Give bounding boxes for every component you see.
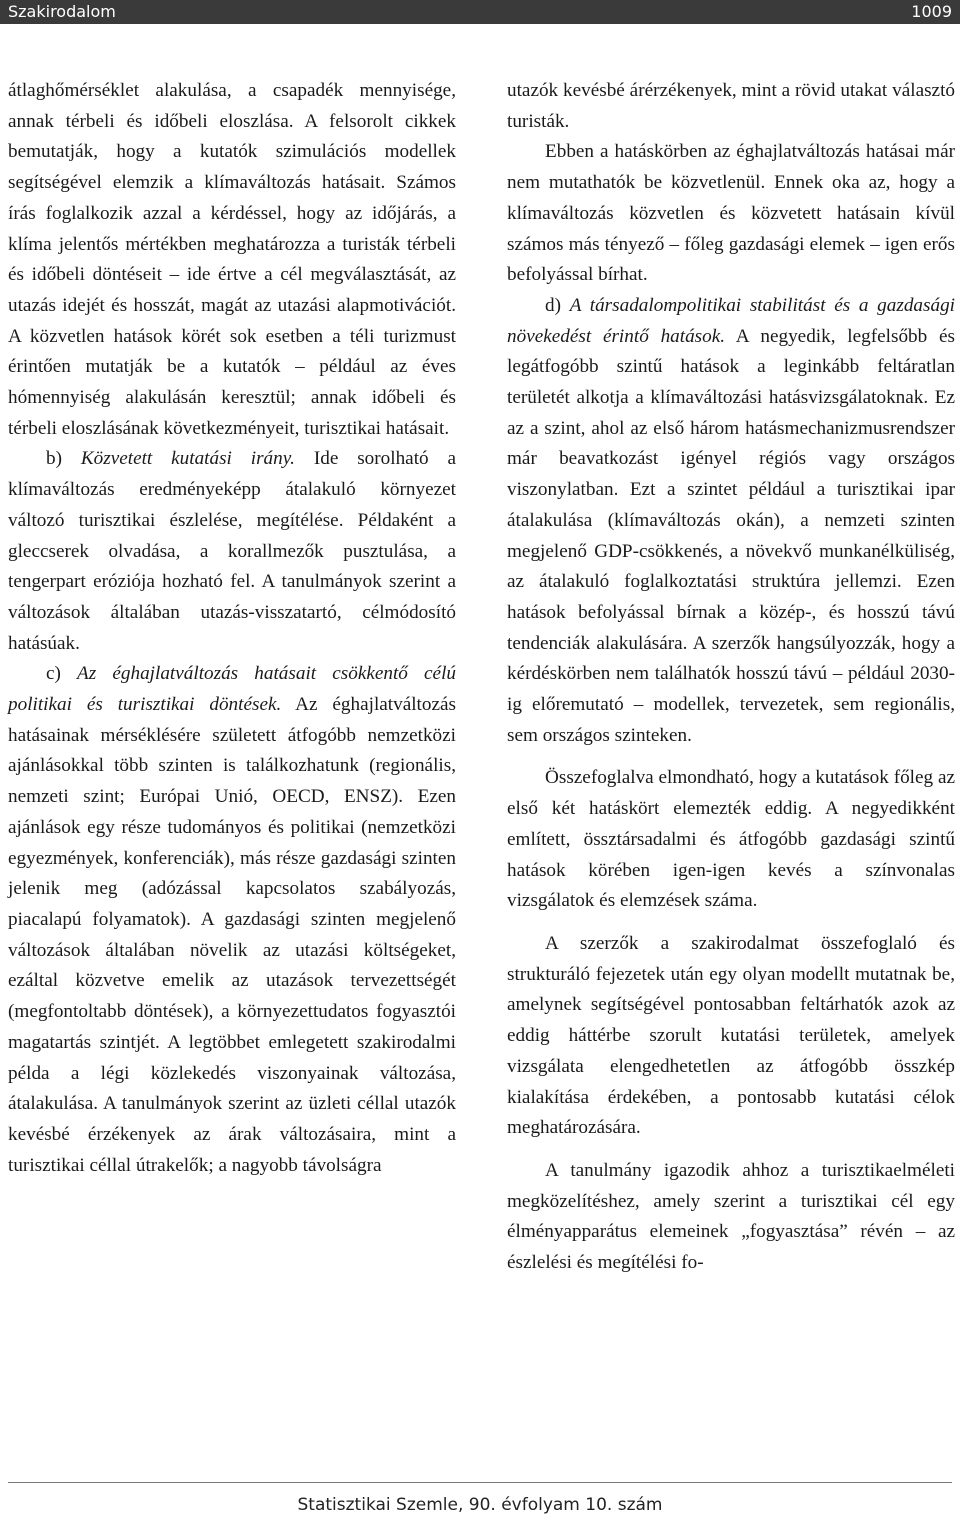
list-label: c) [46,663,61,685]
list-label: b) [46,448,62,470]
subsection-title: A társadalompolitikai stabilitást és a gazdasági növekedést érintő hatások. [507,294,956,347]
left-column [8,76,456,1181]
section-title: Szakirodalom [8,2,116,21]
subsection-title: Az éghajlatváltozás hatásait csökkentő célú politikai és turisztikai döntések. [8,663,456,716]
right-column [507,76,955,1279]
paragraph: utazók kevésbé árérzékenyek, mint a rövid utakat választó turisták. [507,80,955,132]
paragraph: A tanulmány igazodik ahhoz a turisztikaelméleti megközelítéshez, amely szerint a turisztikai cél egy élményapparátus elemeinek „fogyasztása” révén – az észlelési és megítélési fo- [507,1159,955,1274]
paragraph-text: A negyedik, legfelsőbb és legátfogóbb szintű hatások a leginkább feltáratlan területét alkotja a klímaváltozási hatásvizsgálatoknak. Ez az a szint, ahol az első három hatásmechanizmusrendszer már beavatkozást igényel régiós vagy országos viszonylatban. Ezt a szintet például a turisztikai ipar átalakulása (klímaváltozás okán), a nemzeti szinten megjelenő GDP-csökkenés, a növekvő munkanélküliség, az átalakuló foglalkoztatási struktúra jellemzi. Ezen hatások befolyással bírnak a közép-, és hosszú távú tendenciák alakulására. A szerzők hangsúlyozzák, hogy a kérdéskörben nem találhatók hosszú távú – például 2030-ig előremutató – modellek, tervezetek, sem regionális, sem országos szinteken. [507,325,955,746]
paragraph-text: Az éghajlatváltozás hatásainak mérséklésére született átfogóbb nemzetközi ajánlásokkal több szinten is találkozhatunk (regionális, nemzeti szint; Európai Unió, OECD, ENSZ). Ezen ajánlások egy része tudományos és politikai (nemzetközi egyezmények, konferenciák), más része gazdasági szinten jelenik meg (adózással kapcsolatos szabályozás, piacalapú folyamatok). A gazdasági szinten megjelenő változások általában növelik az utazási költségeket, ezáltal közvetve emelik az utazások tervezettségét (megfontoltabb döntések), a környezettudatos fogyasztói magatartás szintjét. A legtöbbet emlegetett szakirodalmi példa a légi közlekedés viszonyainak változása, átalakulása. A tanulmányok szerint az üzleti céllal utazók kevésbé érzékenyek az árak változásaira, mint a turisztikai céllal útrakelők; a nagyobb távolságra [8,694,456,1176]
paragraph: Összefoglalva elmondható, hogy a kutatások főleg az első két hatáskört elemezték eddig. A negyedikként említett, össztársadalmi és átfogóbb gazdasági szintű hatások körében igen-igen kevés a színvonalas vizsgálatok és elemzések száma. [507,767,955,912]
running-header [0,0,960,24]
running-footer: Statisztikai Szemle, 90. évfolyam 10. szám [297,1495,663,1515]
footer-divider [8,1482,952,1483]
paragraph: átlaghőmérséklet alakulása, a csapadék mennyisége, annak térbeli és időbeli eloszlása. A felsorolt cikkek bemutatják, hogy a kutatók szimulációs modellek segítségével elemzik a klímaváltozás hatásait. Számos írás foglalkozik azzal a kérdéssel, hogy az időjárás, a klíma jelentős mértékben meghatározza a turisták térbeli és időbeli döntéseit – ide értve a cél megválasztását, az utazás idejét és hosszát, magát az utazási alapmotivációt. A közvetlen hatások körét sok esetben a téli turizmust érintően mutatják be a kutatók – például az éves hómennyiség alakulásán keresztül; annak időbeli és térbeli eloszlásának következményeit, turisztikai hatásait. [8,80,456,439]
paragraph [8,659,456,1181]
list-label: d) [545,294,561,316]
page-number: 1009 [911,2,952,21]
paragraph-text: Ide sorolható a klímaváltozás eredményeképp átalakuló környezet változó turisztikai észlelése, megítélése. Példaként a gleccserek olvadása, a korallmezők pusztulása, a tengerpart eróziója hozható fel. A tanulmányok szerint a változások általában utazás-visszatartó, célmódosító hatásúak. [8,448,456,654]
paragraph: Ebben a hatáskörben az éghajlatváltozás hatásai már nem mutathatók be közvetlenül. Ennek oka az, hogy a klímaváltozás közvetlen és közvetett hatásain kívül számos más tényező – főleg gazdasági elemek – igen erős befolyással bírhat. [507,141,955,286]
paragraph: A szerzők a szakirodalmat összefoglaló és strukturáló fejezetek után egy olyan modellt mutatnak be, amelynek segítségével pontosabban feltárhatók azok az eddig háttérbe szorult kutatási területek, amelyek vizsgálata elengedhetetlen az átfogóbb összkép kialakítása érdekében, a pontosabb kutatási célok meghatározására. [507,932,955,1139]
paragraph [8,444,456,659]
subsection-title: Közvetett kutatási irány. [80,448,295,470]
paragraph [507,291,955,752]
